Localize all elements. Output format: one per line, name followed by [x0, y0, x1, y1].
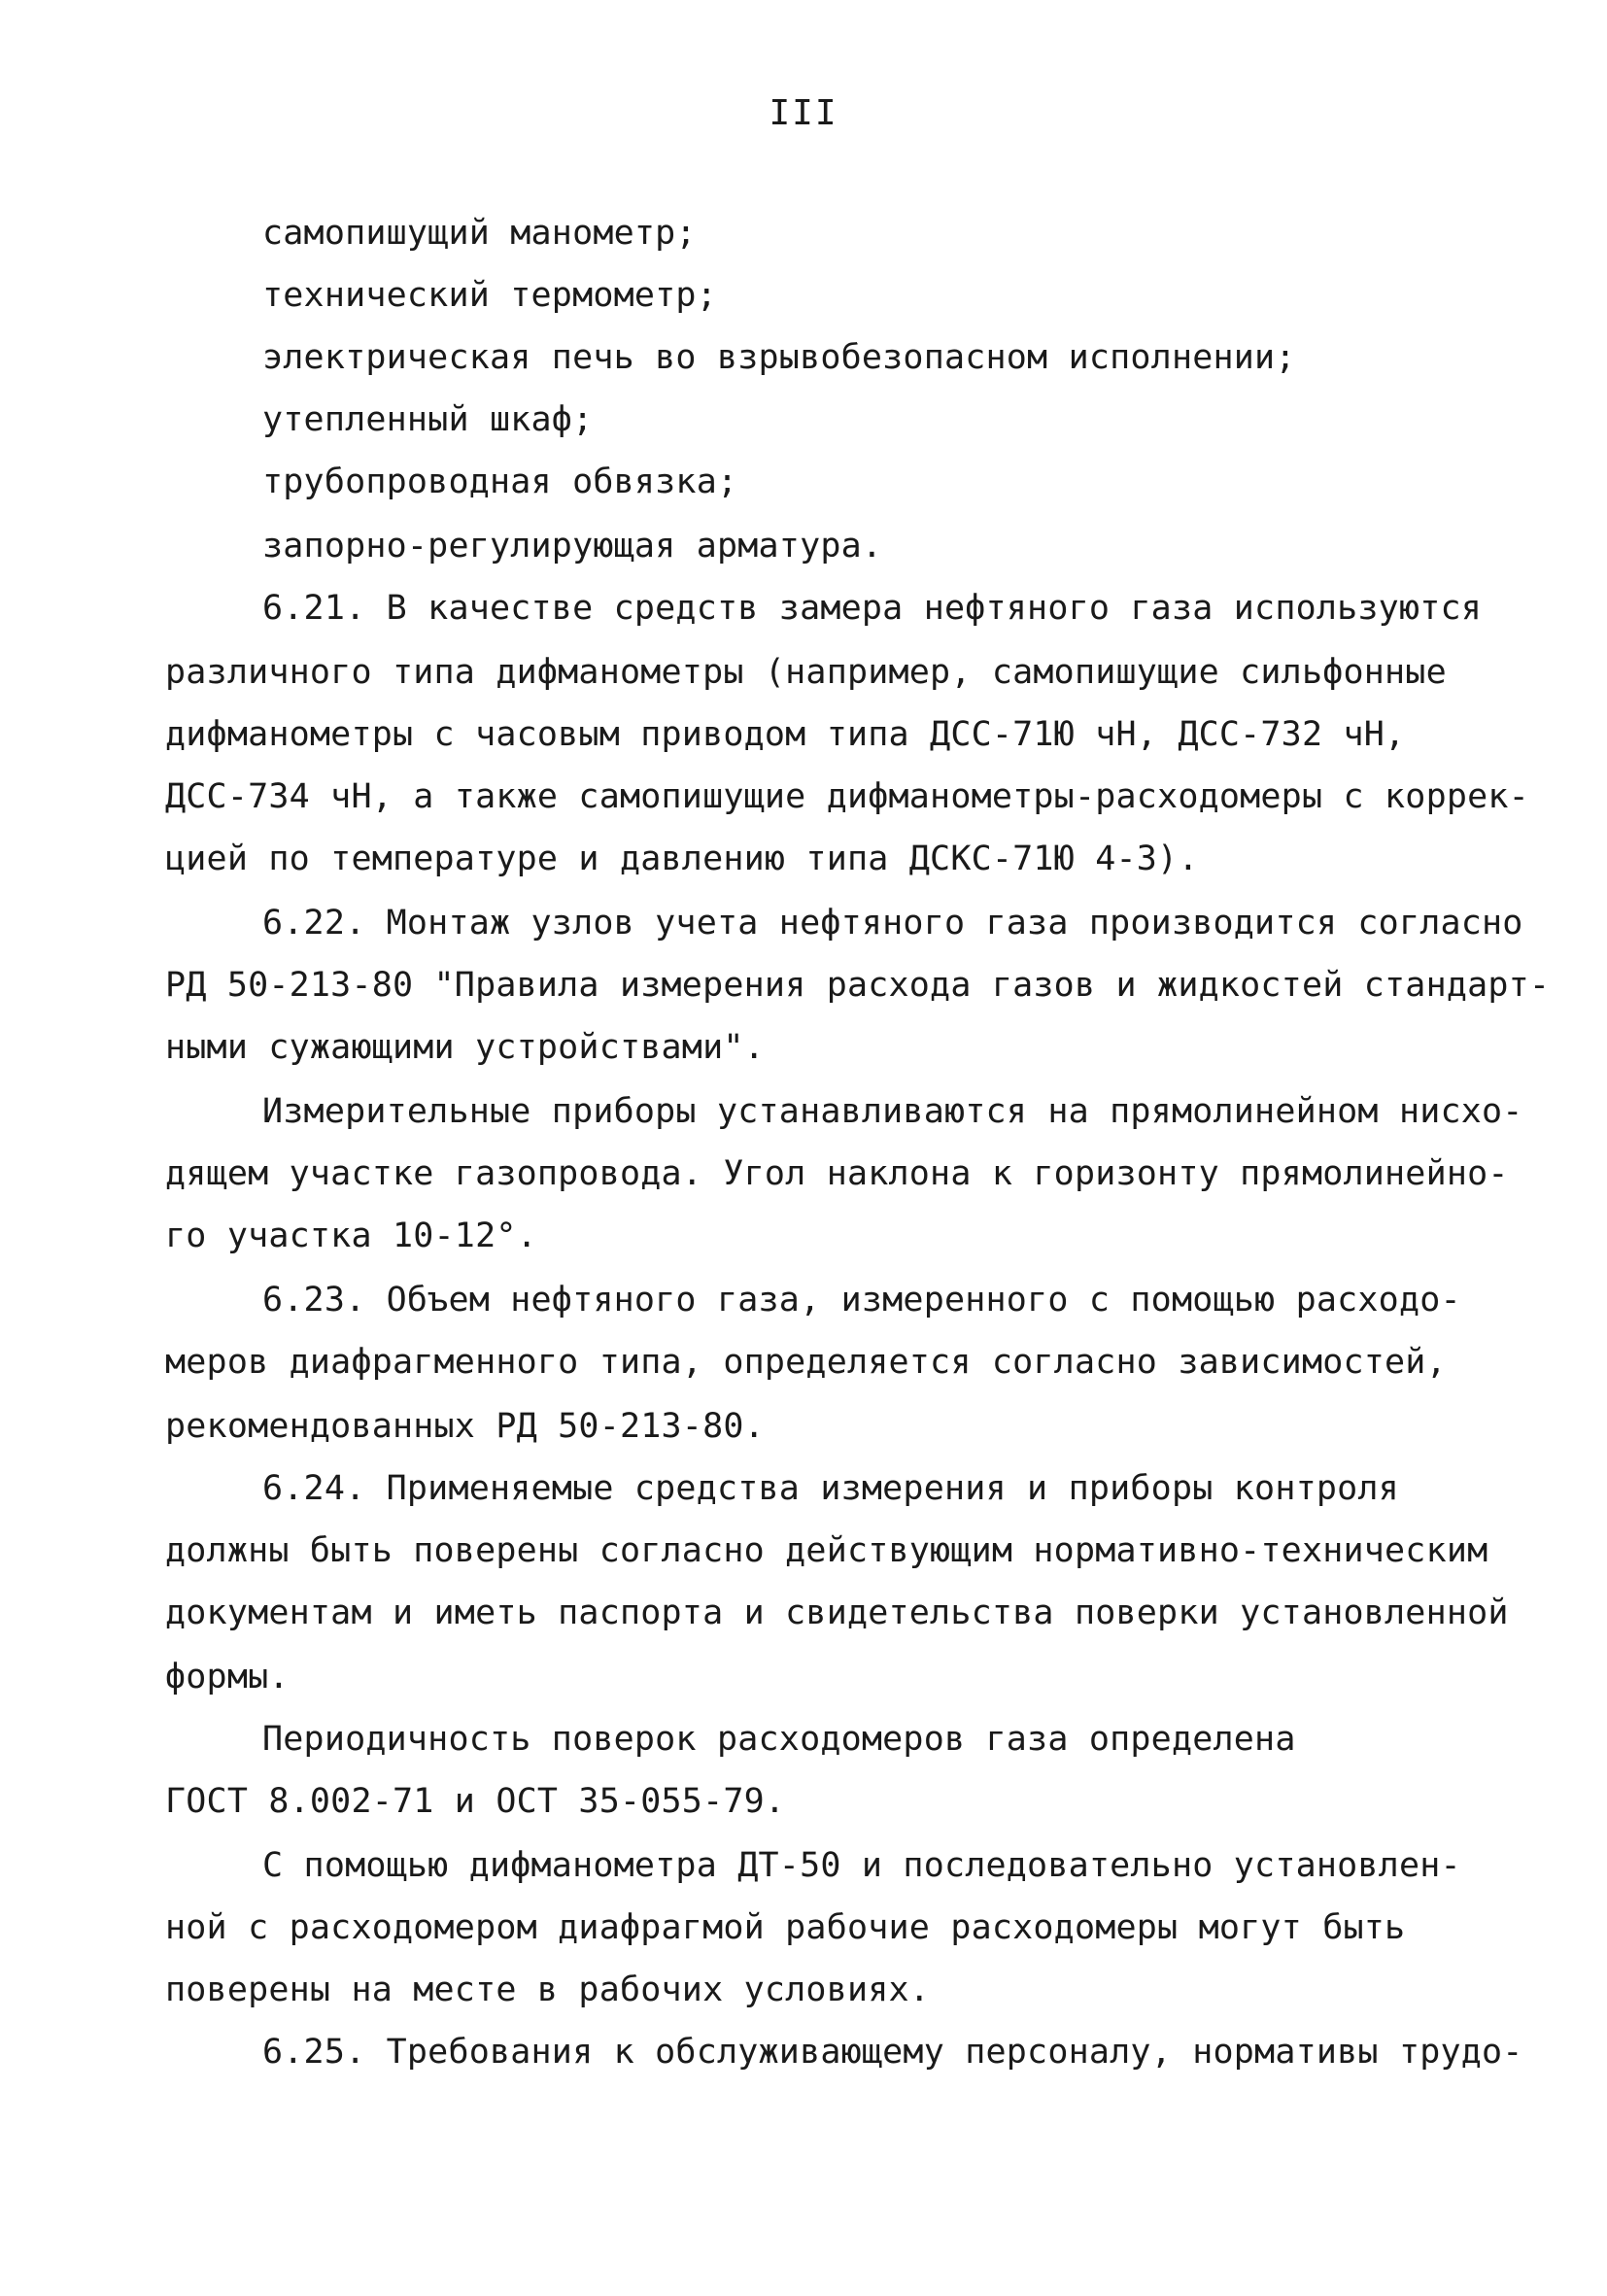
list-item-recording-manometer: самопишущий манометр;: [262, 214, 697, 253]
paragraph-line: цией по температуре и давлению типа ДСКС-71Ю 4-3).: [165, 840, 1199, 878]
paragraph-line: 6.25. Требования к обслуживающему персоналу, нормативы трудо-: [262, 2033, 1523, 2072]
paragraph-line: должны быть поверены согласно действующим нормативно-техническим: [165, 1531, 1488, 1570]
paragraph-line: ГОСТ 8.002-71 и ОСТ 35-055-79.: [165, 1782, 786, 1821]
list-item-thermometer: технический термометр;: [262, 276, 717, 315]
paragraph-line: 6.24. Применяемые средства измерения и приборы контроля: [262, 1469, 1399, 1508]
list-item-valves: запорно-регулирующая арматура.: [262, 527, 883, 565]
paragraph-line: ными сужающими устройствами".: [165, 1028, 765, 1067]
paragraph-line: 6.22. Монтаж узлов учета нефтяного газа производится согласно: [262, 904, 1523, 942]
paragraph-line: дифманометры с часовым приводом типа ДСС-71Ю чН, ДСС-732 чН,: [165, 715, 1406, 754]
paragraph-line: различного типа дифманометры (например, самопишущие сильфонные: [165, 653, 1447, 692]
paragraph-line: РД 50-213-80 "Правила измерения расхода газов и жидкостей стандарт-: [165, 966, 1551, 1005]
paragraph-line: С помощью дифманометра ДТ-50 и последовательно установлен-: [262, 1846, 1461, 1885]
paragraph-line: Измерительные приборы устанавливаются на прямолинейном нисхо-: [262, 1092, 1523, 1131]
list-item-electric-oven: электрическая печь во взрывобезопасном исполнении;: [262, 338, 1296, 377]
paragraph-line: меров диафрагменного типа, определяется согласно зависимостей,: [165, 1343, 1447, 1382]
list-item-piping: трубопроводная обвязка;: [262, 463, 738, 501]
paragraph-line: 6.23. Объем нефтяного газа, измеренного с помощью расходо-: [262, 1281, 1461, 1319]
paragraph-line: го участка 10-12°.: [165, 1217, 537, 1255]
paragraph-line: ной с расходомером диафрагмой рабочие расходомеры могут быть: [165, 1908, 1406, 1947]
list-item-cabinet: утепленный шкаф;: [262, 400, 594, 439]
paragraph-line: формы.: [165, 1658, 290, 1696]
page-number: III: [769, 93, 838, 133]
paragraph-line: документам и иметь паспорта и свидетельства поверки установленной: [165, 1593, 1509, 1632]
paragraph-line: поверены на месте в рабочих условиях.: [165, 1970, 931, 2009]
paragraph-line: Периодичность поверок расходомеров газа определена: [262, 1720, 1296, 1759]
paragraph-line: 6.21. В качестве средств замера нефтяного газа используются: [262, 589, 1483, 628]
paragraph-line: ДСС-734 чН, а также самопишущие дифманометры-расходомеры с коррек-: [165, 777, 1529, 816]
paragraph-line: дящем участке газопровода. Угол наклона к горизонту прямолинейно-: [165, 1154, 1509, 1193]
paragraph-line: рекомендованных РД 50-213-80.: [165, 1407, 765, 1446]
